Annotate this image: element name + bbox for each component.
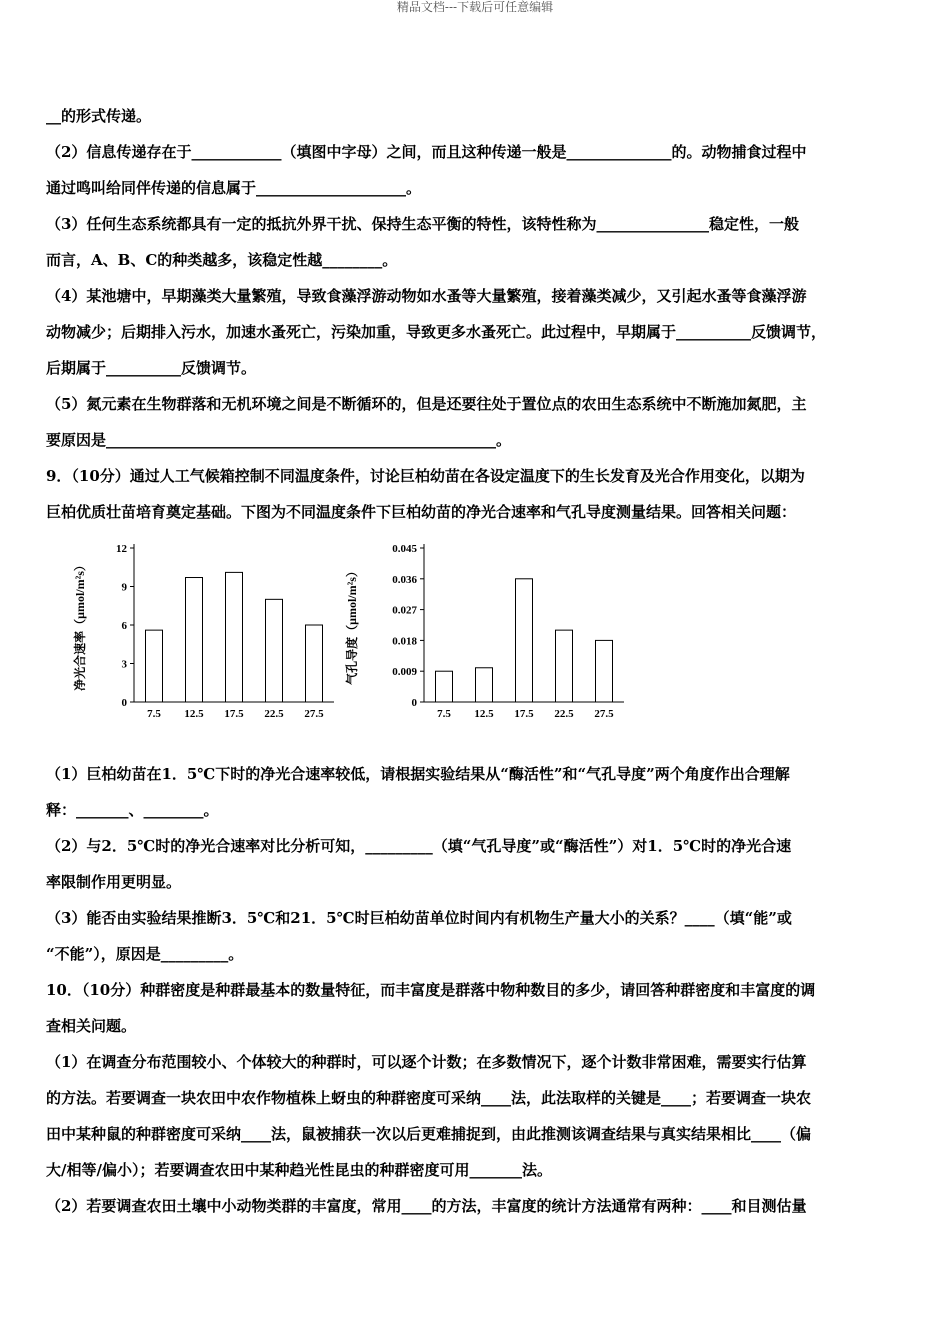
- x-tick-label: 7.5: [147, 708, 161, 720]
- text-line: 率限制作用更明显。: [46, 873, 182, 891]
- text-line: 的方法。若要调查一块农田中农作物植株上蚜虫的种群密度可采纳____法，此法取样的关键是____；若要调查一块农: [46, 1089, 812, 1107]
- question-text-top: [46, 98, 906, 530]
- y-axis-label: 净光合速率（μmol/m²s）: [73, 559, 87, 691]
- page-header: 精品文档---下载后可任意编辑: [396, 0, 554, 14]
- y-tick-label: 0.009: [392, 666, 417, 679]
- x-tick-label: 27.5: [304, 708, 324, 720]
- text-line: （3）任何生态系统都具有一定的抵抗外界干扰、保持生态平衡的特性，该特性称为_______________稳定性，一般: [46, 215, 799, 233]
- bar: [476, 668, 493, 702]
- text-line: （5）氮元素在生物群落和无机环境之间是不断循环的，但是还要往处于置位点的农田生态系统中不断施加氮肥，主: [46, 395, 807, 413]
- text-line: 10．（10分）种群密度是种群最基本的数量特征，而丰富度是群落中物种数目的多少，请回答种群密度和丰富度的调: [46, 981, 816, 999]
- text-line: 田中某种鼠的种群密度可采纳____法，鼠被捕获一次以后更难捕捉到，由此推测该调查结果与真实结果相比____（偏: [46, 1125, 812, 1143]
- x-tick-label: 17.5: [224, 708, 244, 720]
- x-tick-label: 12.5: [184, 708, 204, 720]
- x-tick-label: 22.5: [554, 708, 574, 720]
- text-line: 巨柏优质壮苗培育奠定基础。下图为不同温度条件下巨柏幼苗的净光合速率和气孔导度测量结果。回答相关问题：: [46, 503, 797, 521]
- text-line: （2）与2．5℃时的净光合速率对比分析可知，_________（填“气孔导度”或“酶活性”）对1．5℃时的净光合速: [46, 837, 792, 855]
- y-tick-label: 0.036: [392, 573, 417, 586]
- bar: [516, 579, 533, 702]
- text-line: 大/相等/偏小）；若要调查农田中某种趋光性昆虫的种群密度可用_______法。: [46, 1161, 552, 1179]
- text-line: （2）信息传递存在于____________（填图中字母）之间，而且这种传递一般是______________的。动物捕食过程中: [46, 143, 807, 161]
- text-line: __的形式传递。: [46, 107, 152, 125]
- text-line: 通过鸣叫给同伴传递的信息属于____________________。: [46, 179, 422, 197]
- bar: [186, 578, 203, 702]
- x-tick-label: 22.5: [264, 708, 284, 720]
- x-tick-label: 7.5: [437, 708, 451, 720]
- y-tick-label: 12: [116, 543, 127, 555]
- document-body: [46, 98, 906, 1224]
- y-tick-label: 9: [121, 581, 127, 594]
- bar: [266, 599, 283, 702]
- bar: [306, 625, 323, 702]
- text-line: 后期属于__________反馈调节。: [46, 359, 257, 377]
- text-line: 要原因是____________________________________________________。: [46, 431, 512, 449]
- y-axis-label: 气孔导度（μmol/m²s）: [345, 565, 359, 685]
- x-tick-label: 17.5: [514, 708, 534, 720]
- y-tick-label: 0.018: [392, 635, 417, 648]
- x-tick-label: 12.5: [474, 708, 494, 720]
- stomatal-conductance-bar-chart: [342, 536, 632, 746]
- bar: [146, 630, 163, 702]
- y-tick-label: 6: [121, 620, 127, 632]
- text-line: 而言，A、B、C的种类越多，该稳定性越________。: [46, 251, 398, 269]
- text-line: 动物减少；后期排入污水，加速水蚤死亡，污染加重，导致更多水蚤死亡。此过程中，早期属于__________反馈调节，: [46, 323, 827, 341]
- y-tick-label: 3: [121, 658, 127, 671]
- text-line: （2）若要调查农田土壤中小动物类群的丰富度，常用____的方法，丰富度的统计方法通常有两种：____和目测估量: [46, 1197, 807, 1215]
- text-line: 9．（10分）通过人工气候箱控制不同温度条件，讨论巨柏幼苗在各设定温度下的生长发育及光合作用变化，以期为: [46, 467, 805, 485]
- text-line: （3）能否由实验结果推断3．5℃和21．5℃时巨柏幼苗单位时间内有机物生产量大小的关系？____（填“能”或: [46, 909, 792, 927]
- net-photosynthesis-bar-chart: [70, 536, 340, 746]
- charts-figure: [46, 536, 906, 752]
- text-line: （1）在调查分布范围较小、个体较大的种群时，可以逐个计数；在多数情况下，逐个计数非常困难，需要实行估算: [46, 1053, 807, 1071]
- text-line: 查相关问题。: [46, 1017, 137, 1035]
- y-tick-label: 0: [121, 697, 127, 709]
- x-tick-label: 27.5: [594, 708, 614, 720]
- text-line: （1）巨柏幼苗在1．5℃下时的净光合速率较低，请根据实验结果从“酶活性”和“气孔导度”两个角度作出合理解: [46, 765, 790, 783]
- y-tick-label: 0.027: [392, 604, 417, 617]
- bar: [436, 671, 453, 702]
- text-line: 释：_______、________。: [46, 801, 219, 819]
- bar: [226, 572, 243, 702]
- y-tick-label: 0.045: [392, 543, 417, 555]
- text-line: （4）某池塘中，早期藻类大量繁殖，导致食藻浮游动物如水蚤等大量繁殖，接着藻类减少，又引起水蚤等食藻浮游: [46, 287, 807, 305]
- text-line: “不能”），原因是_________。: [46, 945, 244, 963]
- bar: [596, 640, 613, 702]
- y-tick-label: 0: [411, 697, 417, 709]
- bar: [556, 630, 573, 702]
- question-text-bottom: [46, 756, 906, 1224]
